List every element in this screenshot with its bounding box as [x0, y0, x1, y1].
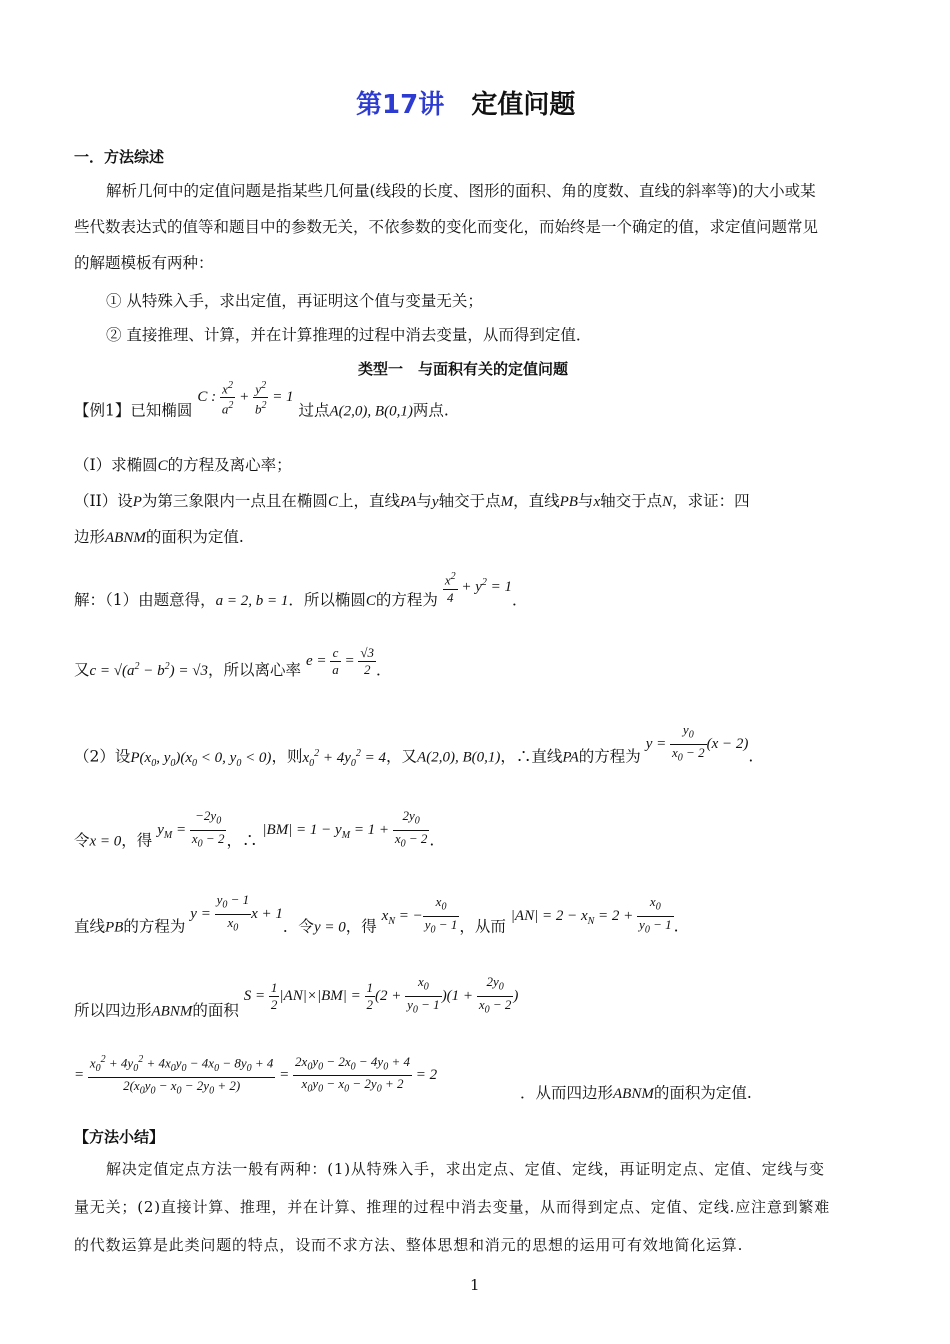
s2b: ，所以离心率 [208, 661, 302, 679]
solution-line-6: 所以四边形ABNM的面积 S = $\frac{1}{2}$ |AN|×|BM| = $\frac{1}{2}$ (2 + $\frac{x_0}{y_0 - 1}$ )(1 + $\frac{2y_0}{x_0 - 2}$ ) [74, 974, 519, 1020]
page-title [356, 84, 575, 121]
s5a: 直线 [74, 917, 106, 936]
s7b: 的面积为定值. [653, 1084, 752, 1102]
solution-line-3: （2）设$P(x_0$, $y_0)(x_0 < 0$, $y_0 < 0$)，则$x_0^2 + 4y_0^2 = 4$，又A(2,0), B(0,1)，∴直线PA的方程为 y = $\frac{y_0}{x_0 - 2}$ (x − 2). [74, 722, 754, 769]
q2i: ，求证：四 [672, 492, 750, 510]
points-text: A(2,0), B(0,1) [329, 403, 413, 420]
s4c: ，∴ [226, 831, 258, 850]
title-number: 17 [382, 90, 419, 120]
s5b: 的方程为 [123, 917, 186, 936]
q2g: 与 [577, 492, 594, 510]
s3a: （2）设 [74, 747, 131, 766]
summary-line-1: 解决定值定点方法一般有两种：(1)从特殊入手，求出定点、定值、定线，再证明定点、定值、定线与变 [106, 1160, 825, 1178]
summary-line-3: 的代数运算是此类问题的特点，设而不求方法、整体思想和消元的思想的运用可有效地简化运算. [74, 1236, 744, 1254]
q2j: 边形 [74, 528, 106, 546]
s4b: ，得 [121, 831, 153, 850]
q2h: 轴交于点 [600, 492, 663, 510]
q2a: （II）设 [74, 492, 133, 510]
type-heading: 类型一 与面积有关的定值问题 [358, 360, 569, 378]
y-m: $y_M$ = $\frac{-2y_0}{x_0 - 2}$ [157, 808, 225, 850]
bm-length: $|BM| = 1 - y_M = 1$ + $\frac{2y_0}{x_0 - 2}$ [262, 808, 428, 850]
s3d: ，∴直线 [500, 747, 563, 766]
x-n: $x_N$ = − $\frac{x_0}{y_0 - 1}$ [381, 894, 458, 936]
example-1-statement [74, 380, 449, 432]
title-prefix: 第 [356, 90, 383, 120]
s5c: ．令 [282, 917, 314, 936]
question-2: （II）设P为第三象限内一点且在椭圆C上，直线PA与y轴交于点M，直线PB与x轴交于点N，求证：四 [74, 492, 750, 510]
eccentricity: e = $\frac{c}{a}$ = $\frac{√3}{2}$ [305, 645, 375, 678]
p-on-ellipse: $x_0^2 + 4y_0^2 = 4$ [302, 747, 387, 769]
p-coords: $P(x_0$, $y_0)(x_0 < 0$, $y_0 < 0$) [130, 749, 272, 769]
q2b: 为第三象限内一点且在椭圆 [141, 492, 328, 510]
two-points-text: 两点. [412, 401, 449, 420]
summary-line-2: 量无关；(2)直接计算、推理，并在计算、推理的过程中消去变量，从而得到定点、定值、定线.应注意到繁难 [74, 1198, 831, 1216]
method-2: ② 直接推理、计算，并在计算推理的过程中消去变量，从而得到定值． [106, 326, 592, 344]
s6a: 所以四边形 [74, 1001, 152, 1020]
q2d: 与 [416, 492, 432, 510]
s4a: 令 [74, 831, 90, 850]
title-suffix: 讲 [418, 90, 445, 120]
s5e: ，从而 [459, 917, 506, 936]
intro-line-2: 些代数表达式的值等和题目中的参数无关，不依参数的变化而变化，而始终是一个确定的值，求定值问题常见 [74, 218, 819, 236]
q1-text: （I）求椭圆 [74, 456, 158, 474]
method-1: ① 从特殊入手，求出定值，再证明这个值与变量无关； [106, 292, 483, 310]
intro-line-3: 的解题模板有两种： [74, 254, 214, 272]
s5d: ，得 [345, 917, 377, 936]
an-length: $|AN| = 2 - x_N = 2$ + $\frac{x_0}{y_0 - 1}$ [510, 894, 672, 936]
intro-line-1: 解析几何中的定值问题是指某些几何量(线段的长度、图形的面积、角的度数、直线的斜率等)的大小或某 [106, 182, 816, 200]
solution-line-7 [74, 1052, 437, 1100]
area-formula: S = $\frac{1}{2}$ |AN|×|BM| = $\frac{1}{2}$ (2 + $\frac{x_0}{y_0 - 1}$ )(1 + $\frac{2y_0}{x_0 - 2}$ ) [243, 974, 519, 1016]
example-label: 【例1】已知椭圆 [74, 401, 193, 420]
s1d: 的方程为 [375, 591, 438, 609]
solution-line-4: 令x = 0，得 $y_M$ = $\frac{-2y_0}{x_0 - 2}$ ，∴ $|BM| = 1 - y_M = 1$ + $\frac{2y_0}{x_0 - 2}$ . [74, 808, 435, 850]
solution-line-2: 又$c = √(a^2 - b^2) = √3$，所以离心率 e = $\frac{c}{a}$ = $\frac{√3}{2}$ ． [74, 645, 392, 679]
s3e: 的方程为 [578, 747, 641, 766]
s6b: 的面积 [192, 1001, 239, 1020]
question-2-cont: 边形ABNM的面积为定值. [74, 528, 244, 546]
s1b: a = 2, b = 1 [215, 593, 289, 609]
q2e: 轴交于点 [438, 492, 501, 510]
through-text: 过点 [298, 401, 330, 420]
q2c: 上，直线 [337, 492, 400, 510]
area-simplification: = $\frac{x_0^2 + 4y_0^2 + 4x_0y_0 - 4x_0 - 8y_0 + 4}{2(x_0y_0 - x_0 - 2y_0 + 2)}$ = $\frac{2x_0y_0 - 2x_0 - 4y_0 + 4}{x_0y_0 - x_0 - 2y_0 + 2}$ = 2 [74, 1053, 438, 1097]
s3b: ，则 [271, 747, 303, 766]
s7: ．从而四边形 [520, 1084, 614, 1102]
page-number: 1 [470, 1276, 480, 1294]
title-topic: 定值问题 [471, 90, 576, 120]
question-1: （I）求椭圆C的方程及离心率； [74, 456, 292, 474]
solution-conclusion: ．从而四边形ABNM的面积为定值. [520, 1084, 752, 1102]
summary-heading: 【方法小结】 [74, 1128, 165, 1146]
q1b-text: 的方程及离心率； [167, 456, 292, 474]
s1a: 解：（1）由题意得， [74, 591, 216, 609]
ellipse-equation: C : $\frac{x^2}{a^2}$ + $\frac{y^2}{b^2}$ = 1 [197, 380, 294, 417]
solution-line-5: 直线PB的方程为 y = $\frac{y_0 - 1}{x_0}$ x + 1．令y = 0，得 $x_N$ = − $\frac{x_0}{y_0 - 1}$ ，从而 $|AN| = 2 - x_N = 2$ + $\frac{x_0}{y_0 - 1}$ . [74, 892, 679, 936]
s1c: ．所以椭圆 [288, 591, 366, 609]
s3c: ，又 [386, 747, 418, 766]
line-pa: y = $\frac{y_0}{x_0 - 2}$ (x − 2) [645, 722, 749, 764]
ellipse-result: $\frac{x^2}{4}$ + $y^2 = 1$ [444, 571, 513, 605]
q2f: ，直线 [513, 492, 560, 510]
q2k: 的面积为定值. [145, 528, 244, 546]
c-value: $c = √(a^2 - b^2) = √3$ [89, 661, 209, 679]
solution-line-1: 解：（1）由题意得，a = 2, b = 1．所以椭圆C的方程为 $\frac{x^2}{4}$ + $y^2 = 1$． [74, 571, 528, 609]
section-heading: 一．方法综述 [74, 148, 165, 166]
line-pb: y = $\frac{y_0 - 1}{x_0}$ x + 1 [190, 892, 283, 934]
s2a: 又 [74, 661, 90, 679]
